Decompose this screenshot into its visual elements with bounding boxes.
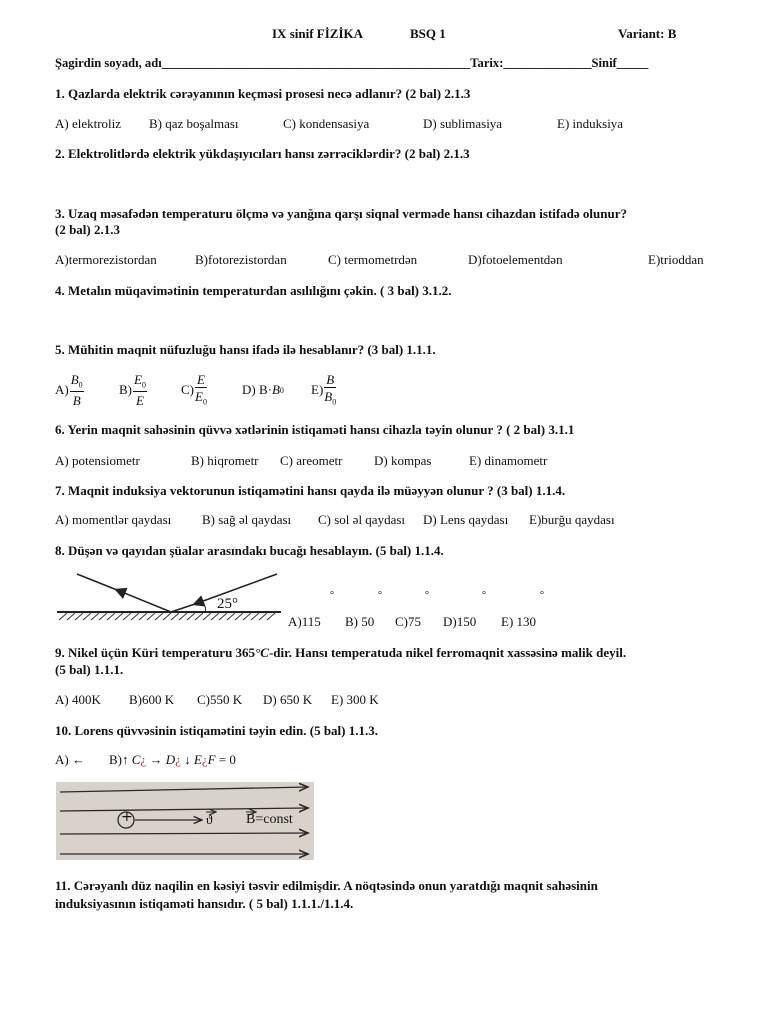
question-7-options (55, 512, 735, 530)
field-line-3 (60, 833, 308, 834)
degree-mark-5: ° (540, 590, 544, 601)
q5-b-numerator-sub: 0 (141, 380, 146, 390)
question-7-text: 7. Maqnit induksiya vektorunun istiqamətini hansı qayda ilə müəyyən olunur ? (3 bal) 1.1.4. (55, 483, 566, 498)
velocity-label: ϑ (206, 812, 213, 827)
degree-mark-2: ° (378, 590, 382, 601)
field-label: B=const (246, 812, 293, 827)
question-1-options (55, 116, 735, 134)
header-class-subject: IX sinif FİZİKA (272, 26, 364, 41)
q7-option-a[interactable]: A) momentlər qaydası (55, 512, 172, 527)
question-8-text: 8. Düşən və qayıdan şüalar arasındakı bucağı hesablayın. (5 bal) 1.1.4. (55, 543, 444, 558)
q5-option-d[interactable] (242, 370, 284, 410)
q5-option-e-fraction (324, 373, 336, 407)
question-8-options (288, 614, 588, 632)
q6-option-d[interactable]: D) kompas (374, 453, 432, 468)
question-9-text-line2: (5 bal) 1.1.1. (55, 662, 124, 677)
question-11-text-line1: 11. Cərəyanlı düz naqilin en kəsiyi təsvir edilmişdir. A nöqtəsində onun yaratdığı maqnit sahəsinin (55, 878, 598, 893)
question-9-options (55, 692, 455, 710)
q7-option-b[interactable]: B) sağ əl qaydası (202, 512, 292, 527)
q3-option-b[interactable]: B)fotorezistordan (195, 252, 287, 267)
charge-sign: + (121, 809, 133, 825)
q5-d-variable: B (271, 382, 280, 397)
question-1-text: 1. Qazlarda elektrik cərəyanının keçməsi prosesi necə adlanır? (2 bal) 2.1.3 (55, 86, 471, 101)
reflection-figure (55, 568, 283, 626)
question-3-text-line1: 3. Uzaq məsafədən temperaturu ölçmə və yanğına qarşı siqnal verməde hansı cihazdan istifadə olunur? (55, 206, 627, 221)
q5-option-d-label: D) B· (242, 382, 272, 397)
reflected-ray (117, 590, 171, 612)
q10-option-a[interactable]: A) ← (55, 752, 85, 767)
q10-option-c-letter: C (131, 752, 141, 767)
q5-option-c-label: C) (181, 382, 194, 397)
q9-option-c[interactable]: C)550 K (197, 692, 243, 707)
question-10-text: 10. Lorens qüvvəsinin istiqamətini təyin edin. (5 bal) 1.1.3. (55, 723, 378, 738)
question-11-text-line2: induksiyasının istiqaməti hansıdır. ( 5 bal) 1.1.1./1.1.4. (55, 896, 354, 911)
q7-option-d[interactable]: D) Lens qaydası (423, 512, 509, 527)
q10-option-d-arrow: ↓ (180, 752, 194, 767)
q5-option-c-fraction (195, 373, 207, 407)
q6-option-c[interactable]: C) areometr (280, 453, 343, 468)
q5-b-numerator: E (134, 372, 142, 388)
lorentz-figure (56, 782, 314, 860)
q10-glitch-3: ¿ (201, 752, 208, 767)
question-9-text-line1 (55, 645, 626, 661)
q8-option-b[interactable]: B) 50 (345, 614, 375, 629)
q5-option-e-label: E) (311, 382, 324, 397)
question-3-options (55, 252, 735, 270)
q10-option-f-equals: = 0 (215, 752, 236, 767)
mirror-surface (57, 612, 281, 620)
q6-option-e[interactable]: E) dinamometr (469, 453, 548, 468)
q6-option-a[interactable]: A) potensiometr (55, 453, 140, 468)
q9-option-a[interactable]: A) 400K (55, 692, 101, 707)
question-5-options (55, 370, 375, 410)
q3-option-d[interactable]: D)fotoelementdən (468, 252, 563, 267)
angle-arc (201, 602, 206, 612)
q10-glitch-1: ¿ (140, 752, 147, 767)
q10-option-b-line[interactable] (109, 752, 236, 768)
q9-option-e[interactable]: E) 300 K (331, 692, 379, 707)
q5-e-denominator: B (324, 389, 333, 405)
q10-option-d-letter: D (165, 752, 176, 767)
q1-option-d[interactable]: D) sublimasiya (423, 116, 503, 131)
q5-a-numerator-sub: 0 (78, 380, 83, 390)
q5-d-sub: 0 (279, 385, 284, 395)
q6-option-b[interactable]: B) hiqrometr (191, 453, 259, 468)
q8-option-a[interactable]: A)115 (288, 614, 321, 629)
degree-mark-4: ° (482, 590, 486, 601)
angle-label: 25° (217, 596, 238, 612)
q5-option-b-label: B) (119, 382, 132, 397)
q7-option-c[interactable]: C) sol əl qaydası (318, 512, 406, 527)
field-line-2 (60, 808, 308, 811)
q5-e-numerator: B (326, 372, 335, 388)
q5-c-numerator: E (197, 372, 205, 388)
q9-temperature-unit: °C (255, 645, 269, 660)
question-4-text: 4. Metalın müqavimətinin temperaturdan asılılığını çəkin. ( 3 bal) 3.1.2. (55, 283, 452, 298)
q5-c-denominator-sub: 0 (202, 397, 207, 407)
question-10-options (55, 752, 355, 770)
q3-option-a[interactable]: A)termorezistordan (55, 252, 157, 267)
degree-mark-3: ° (425, 590, 429, 601)
q10-option-e-letter: E (193, 752, 202, 767)
question-2-text: 2. Elektrolitlərdə elektrik yükdaşıyıcıları hansı zərrəciklərdir? (2 bal) 2.1.3 (55, 146, 470, 161)
q5-a-denominator: B (72, 392, 81, 408)
q5-option-a[interactable] (55, 370, 85, 410)
q5-a-numerator: B (70, 372, 79, 388)
q1-option-a[interactable]: A) elektroliz (55, 116, 122, 131)
q1-option-e[interactable]: E) induksiya (557, 116, 624, 131)
q5-b-denominator: E (136, 392, 144, 408)
q3-option-c[interactable]: C) termometrdən (328, 252, 418, 267)
q9-text-start: 9. Nikel üçün Küri temperaturu 365 (55, 645, 256, 660)
question-5-text: 5. Mühitin maqnit nüfuzluğu hansı ifadə ilə hesablanır? (3 bal) 1.1.1. (55, 342, 436, 357)
field-line-1 (60, 787, 308, 792)
q1-option-c[interactable]: C) kondensasiya (283, 116, 370, 131)
q8-option-e[interactable]: E) 130 (501, 614, 537, 629)
question-3-text-line2: (2 bal) 2.1.3 (55, 222, 120, 237)
q9-option-b[interactable]: B)600 K (129, 692, 175, 707)
q9-text-end: -dir. Hansı temperatuda nikel ferromaqnit xassəsinə malik deyil. (268, 645, 627, 660)
q10-option-f-letter: F (207, 752, 216, 767)
q10-option-c-arrow: → (146, 752, 166, 767)
q9-option-d[interactable]: D) 650 K (263, 692, 313, 707)
header-test-name: BSQ 1 (410, 26, 446, 41)
q1-option-b[interactable]: B) qaz boşalması (149, 116, 239, 131)
q5-option-c[interactable] (181, 370, 208, 410)
q10-glitch-2: ¿ (175, 752, 181, 767)
question-6-text: 6. Yerin maqnit sahəsinin qüvvə xətlərinin istiqaməti hansı cihazla təyin olunur ? ( 2 bal) 3.1.1 (55, 422, 575, 437)
q10-option-b-prefix: B)↑ (109, 752, 132, 767)
q5-option-e[interactable] (311, 370, 337, 410)
q7-option-e[interactable]: E)burğu qaydası (529, 512, 615, 527)
header-variant: Variant: B (618, 26, 677, 41)
degree-mark-1: ° (330, 590, 334, 601)
q5-option-b-fraction (133, 373, 147, 407)
q3-option-e[interactable]: E)trioddan (648, 252, 704, 267)
q8-option-c[interactable]: C)75 (395, 614, 421, 629)
q5-option-b[interactable] (119, 370, 148, 410)
question-6-options (55, 453, 735, 471)
student-info-line: Şagirdin soyadı, adı_________________________________________________Tarix:______________Sinif_____ (55, 56, 649, 70)
q5-c-denominator: E (195, 389, 203, 405)
degree-marks (330, 590, 560, 604)
q8-option-d[interactable]: D)150 (443, 614, 477, 629)
q5-option-a-label: A) (55, 382, 69, 397)
q5-option-a-fraction (70, 373, 84, 407)
reflection-diagram (55, 568, 283, 626)
q5-e-denominator-sub: 0 (332, 397, 337, 407)
